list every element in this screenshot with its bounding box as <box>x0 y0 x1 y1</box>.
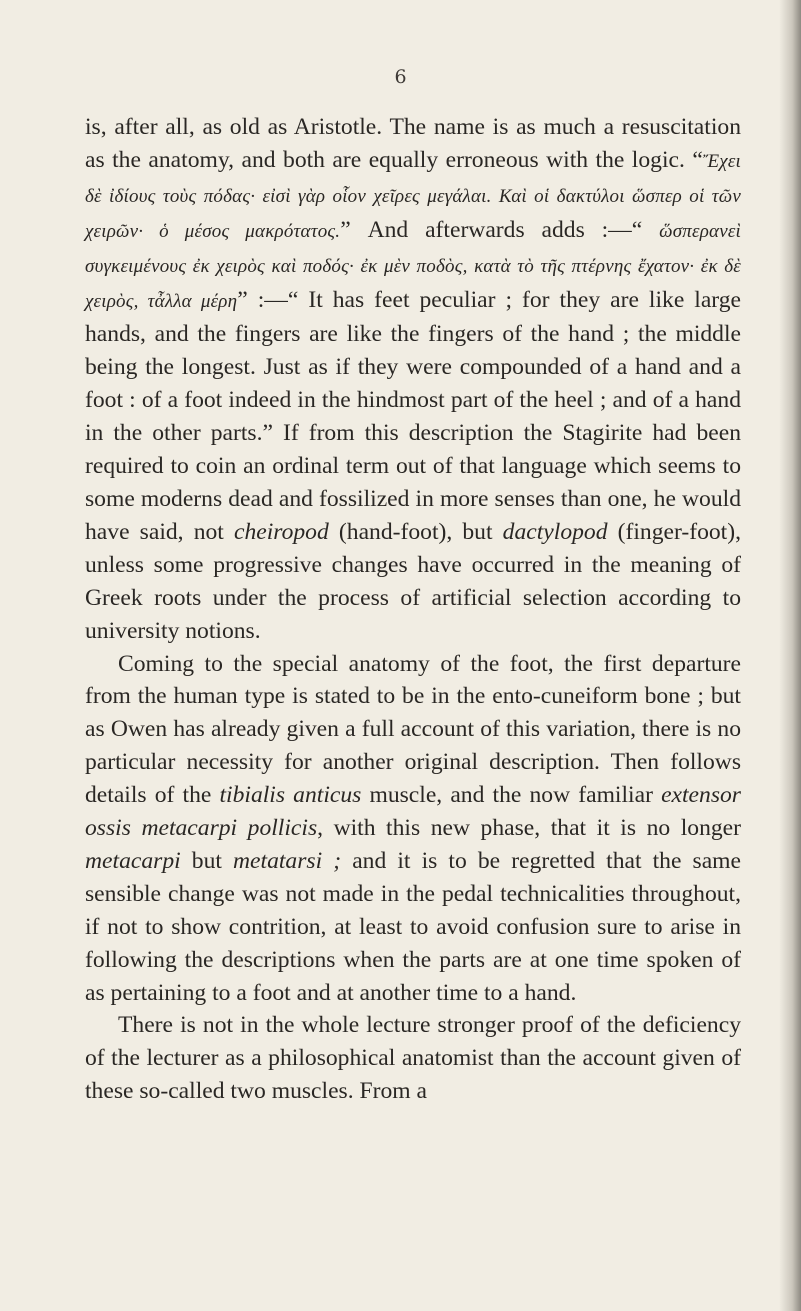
text-run: (finger-foot), unless some progressive changes have occurred in the meaning of Greek roots under the process of artificial selection according to university notions. <box>85 518 741 644</box>
body-text <box>85 111 741 1108</box>
page-edge-shadow <box>779 0 801 1311</box>
italic-term: metacarpi <box>85 847 181 874</box>
greek-quote: Ἔχει δὲ ἰδίους τοὺς πόδας· εἰσὶ γὰρ οἷον χεῖρες μεγάλαι. Καὶ οἱ δακτύλοι ὥσπερ οἱ τῶν χειρῶν· ὁ μέσος μακρότατος. <box>85 150 741 242</box>
text-run: There is not in the whole lecture stronger proof of the deficiency of the lecturer as a philosophical anatomist than the account given of these so-called two muscles. From a <box>85 1012 741 1105</box>
greek-quote: ὥσπερανεὶ συγκειμένους ἐκ χειρὸς καὶ ποδός· ἐκ μὲν ποδὸς, κατὰ τὸ τῆς πτέρνης ἔχατον· ἐκ δὲ χειρὸς, τἆλλα μέρη <box>85 220 741 312</box>
paragraph-3 <box>85 1009 741 1108</box>
text-run: ” :—“ It has feet peculiar ; for they are like large hands, and the fingers are like the fingers of the hand ; the middle being the longest. Just as if they were compounded of a hand and a foot : of a foot indeed in the hindmost part of the heel ; and of a hand in the other parts.” If from this description the Stagirite had been required to coin an ordinal term out of that language which seems to some moderns dead and fossilized in more senses than one, he would have said, not <box>85 286 742 545</box>
text-run: muscle, and the now familiar <box>361 782 662 809</box>
italic-term: dactylopod <box>502 518 608 545</box>
text-run: ” And afterwards adds :—“ <box>340 216 660 243</box>
text-run: Coming to the special anatomy of the foot, the first departure from the human type is stated to be in the ento-cuneiform bone ; but as Owen has already given a full account of this variation, there is no particular necessity for another original description. Then follows details of the <box>85 650 741 809</box>
text-run: is, after all, as old as Aristotle. The name is as much a resuscitation as the anatomy, and both are equally erroneous with the logic. “ <box>85 114 741 173</box>
page-number: 6 <box>394 66 407 88</box>
italic-term: extensor ossis metacarpi pollicis <box>85 782 741 842</box>
text-run: but <box>180 847 234 874</box>
text-run: and it is to be regretted that the same sensible change was not made in the pedal technicalities throughout, if not to show contrition, at least to avoid confusion sure to arise in following the descriptions when the parts are at one time spoken of as pertaining to a foot and at another time to a hand. <box>85 847 742 1006</box>
paragraph-2 <box>85 648 741 1010</box>
italic-term: tibialis anticus <box>219 782 362 809</box>
italic-term: cheiropod <box>233 518 329 545</box>
italic-term: metatarsi ; <box>233 847 342 874</box>
text-run: (hand-foot), but <box>328 518 503 545</box>
text-run: , with this new phase, that it is no longer <box>317 815 741 842</box>
paragraph-1 <box>85 111 741 648</box>
